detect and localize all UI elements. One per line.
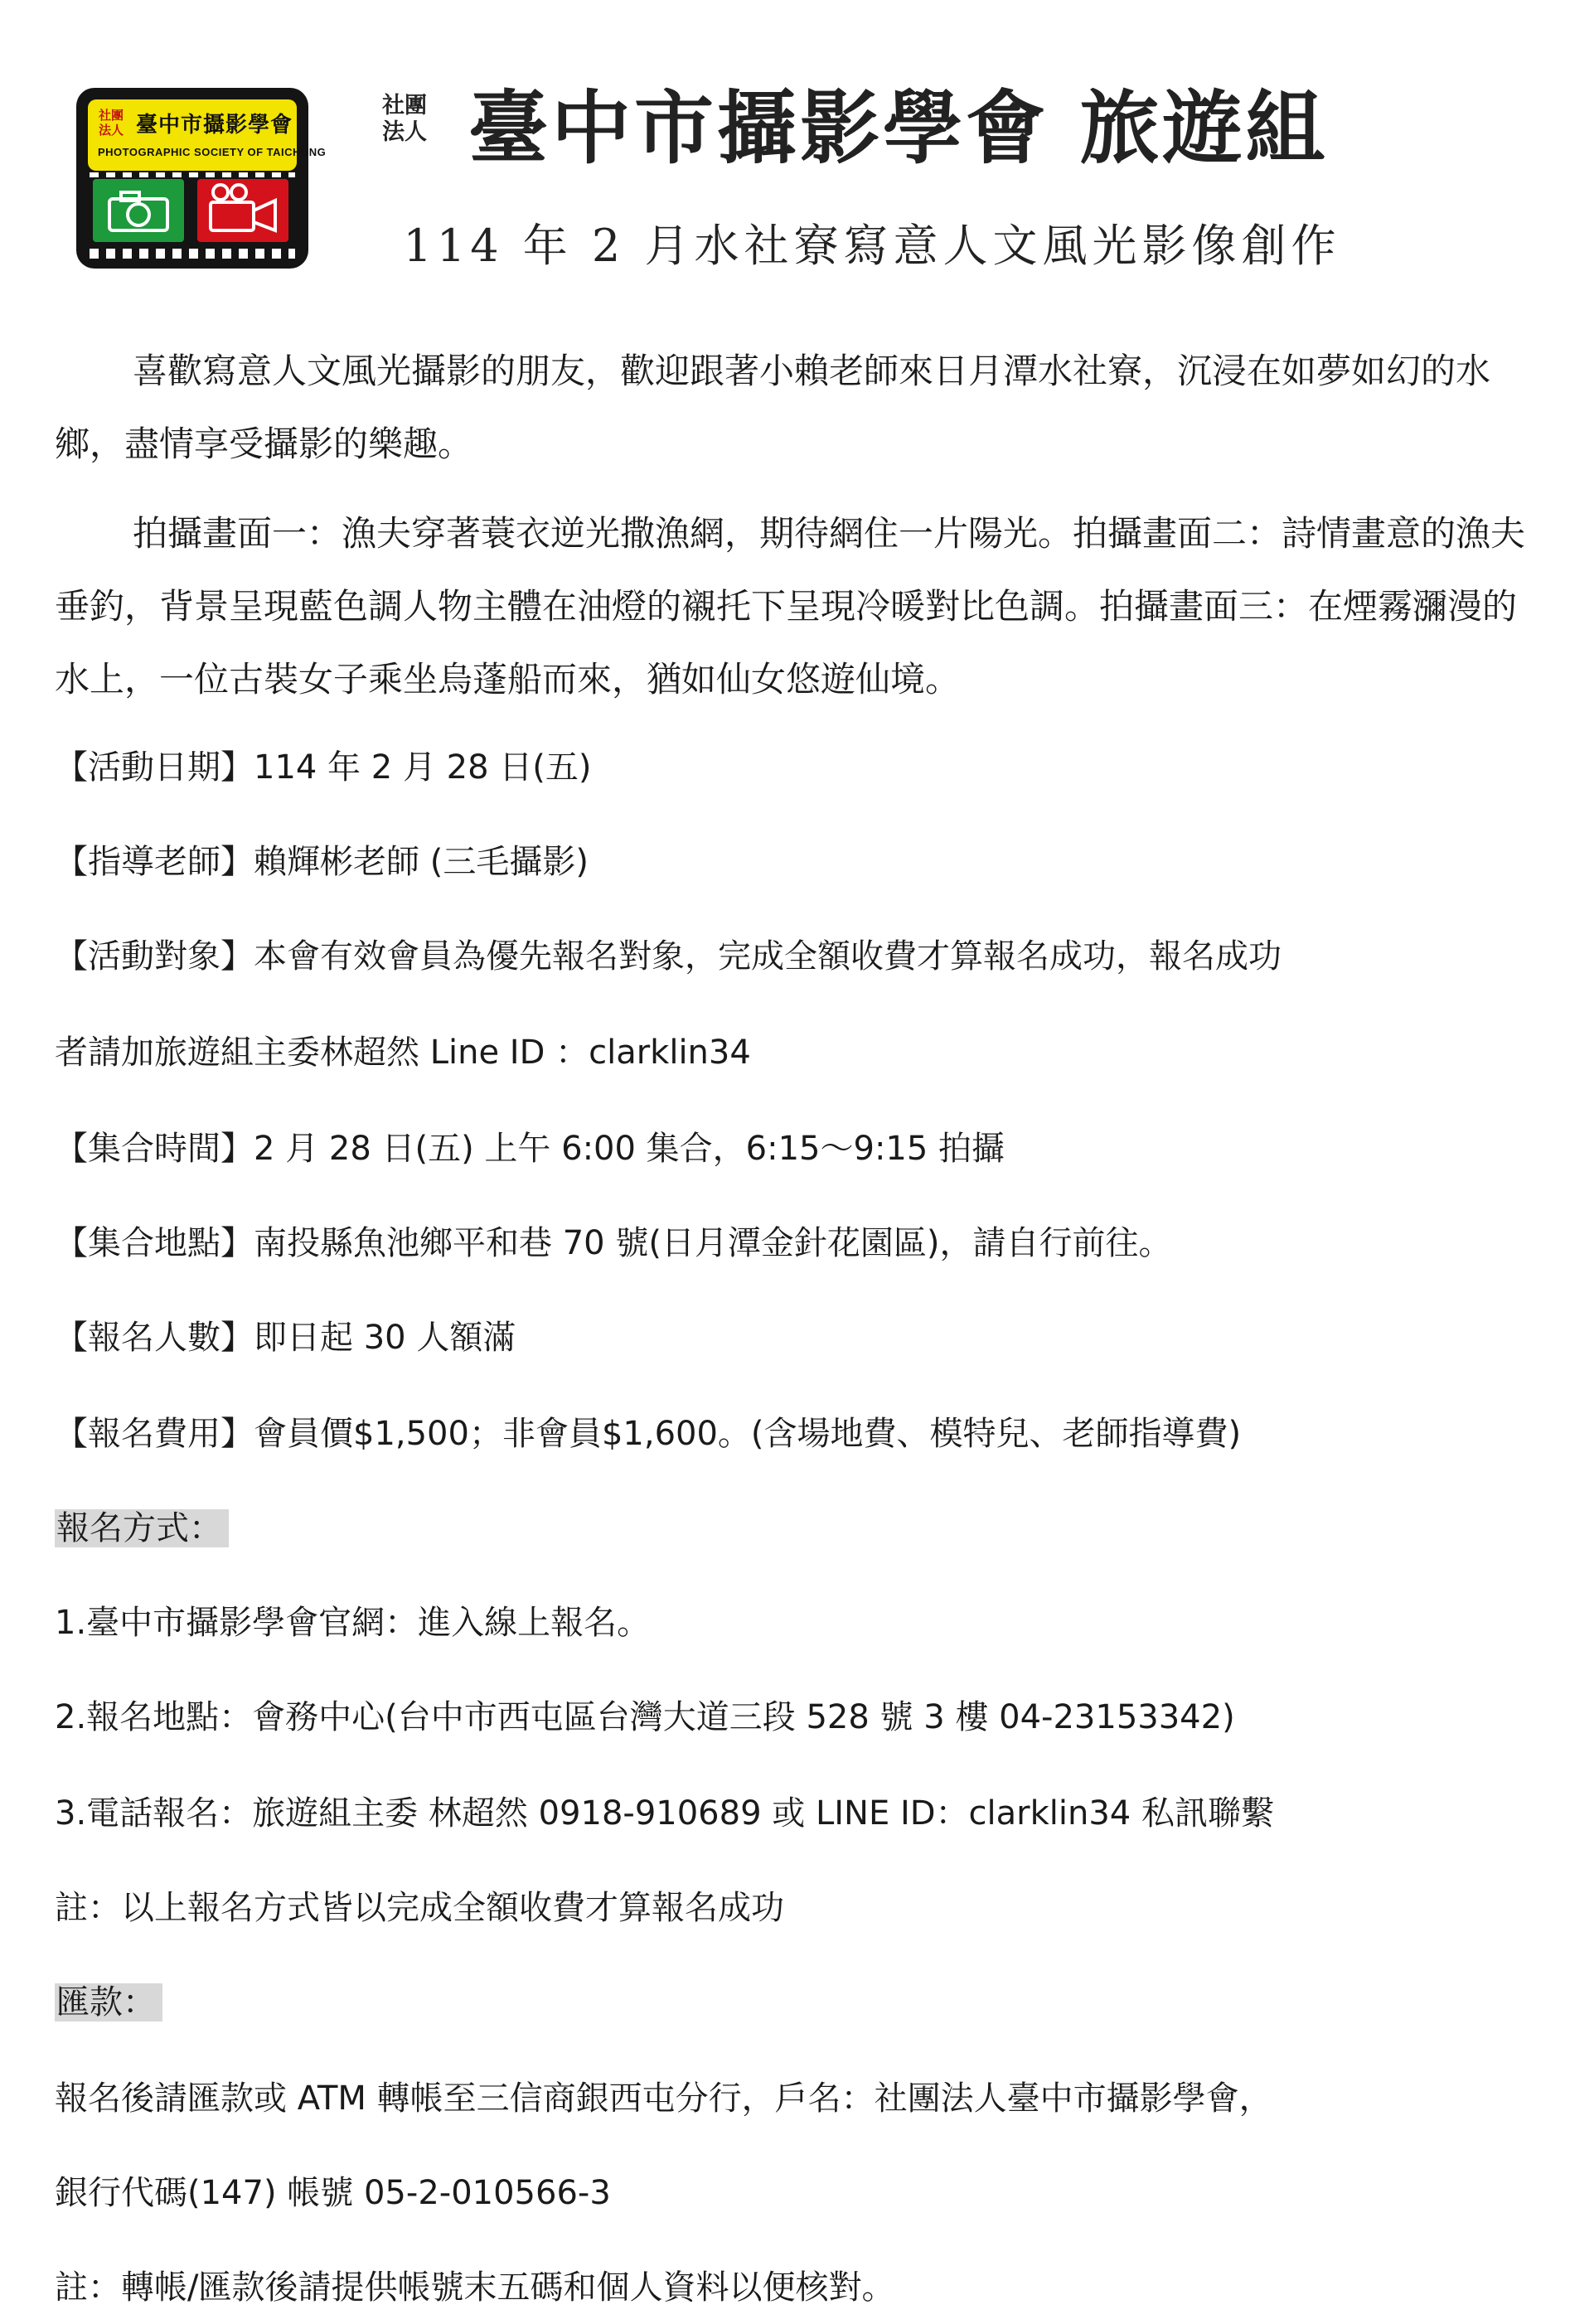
remittance-line-2: 銀行代碼(147) 帳號 05-2-010566-3 bbox=[55, 2174, 611, 2212]
instructor: 【指導老師】賴輝彬老師 (三毛攝影) bbox=[55, 843, 589, 881]
assembly-time: 【集合時間】2 月 28 日(五) 上午 6:00 集合，6:15～9:15 拍攝 bbox=[55, 1130, 1005, 1168]
registration-fee: 【報名費用】會員價$1,500；非會員$1,600。(含場地費、模特兒、老師指導費) bbox=[55, 1415, 1242, 1453]
header-sub-label: 社團法人 bbox=[382, 93, 427, 145]
activity-target-line-2: 者請加旅遊組主委林超然 Line ID ：clarklin34 bbox=[55, 1034, 751, 1072]
registration-method-2: 2.報名地點：會務中心(台中市西屯區台灣大道三段 528 號 3 樓 04-23153342) bbox=[55, 1698, 1235, 1736]
registration-quota: 【報名人數】即日起 30 人額滿 bbox=[55, 1319, 516, 1357]
remittance-line-1: 報名後請匯款或 ATM 轉帳至三信商銀西屯分行，戶名：社團法人臺中市攝影學會， bbox=[55, 2079, 1272, 2118]
activity-target-line-1: 【活動對象】本會有效會員為優先報名對象，完成全額收費才算報名成功，報名成功 bbox=[55, 937, 1282, 976]
logo-banner bbox=[88, 99, 327, 171]
intro-paragraph-2 bbox=[55, 497, 1526, 716]
intro-text-1: 喜歡寫意人文風光攝影的朋友，歡迎跟著小賴老師來日月潭水社寮，沉浸在如夢如幻的水鄉，盡情享受攝影的樂趣。 bbox=[55, 351, 1491, 464]
remittance-note: 註：轉帳/匯款後請提供帳號末五碼和個人資料以便核對。 bbox=[55, 2268, 895, 2307]
film-strip-top bbox=[90, 172, 295, 177]
logo-sub-label: 社團法人 bbox=[98, 108, 124, 138]
remittance-heading-wrap bbox=[55, 1978, 162, 2027]
registration-method-3: 3.電話報名：旅遊組主委 林超然 0918-910689 或 LINE ID：clarklin34 私訊聯繫 bbox=[55, 1794, 1274, 1833]
header-title: 臺中市攝影學會 旅遊組 bbox=[468, 81, 1329, 175]
registration-heading-wrap bbox=[55, 1503, 229, 1553]
intro-text-2: 拍攝畫面一：漁夫穿著蓑衣逆光撒漁網，期待網住一片陽光。拍攝畫面二：詩情畫意的漁夫垂釣，背景呈現藍色調人物主體在油燈的襯托下呈現冷暖對比色調。拍攝畫面三：在煙霧瀰漫的水上，一位古裝女子乘坐烏蓬船而來，猶如仙女悠遊仙境。 bbox=[55, 513, 1526, 700]
logo-name-en: PHOTOGRAPHIC SOCIETY OF TAICHUNG bbox=[98, 146, 327, 158]
registration-method-1: 1.臺中市攝影學會官網：進入線上報名。 bbox=[55, 1604, 651, 1642]
intro-paragraph-1 bbox=[55, 335, 1526, 481]
logo-name-zh: 臺中市攝影學會 bbox=[136, 113, 293, 138]
remittance-heading: 匯款： bbox=[55, 1983, 162, 2021]
assembly-place: 【集合地點】南投縣魚池鄉平和巷 70 號(日月潭金針花園區)，請自行前往。 bbox=[55, 1224, 1172, 1262]
event-title: 114 年 2 月水社寮寫意人文風光影像創作 bbox=[403, 220, 1341, 272]
activity-date: 【活動日期】114 年 2 月 28 日(五) bbox=[55, 748, 592, 787]
registration-note: 註：以上報名方式皆以完成全額收費才算報名成功 bbox=[55, 1889, 784, 1927]
registration-heading: 報名方式： bbox=[55, 1509, 229, 1547]
